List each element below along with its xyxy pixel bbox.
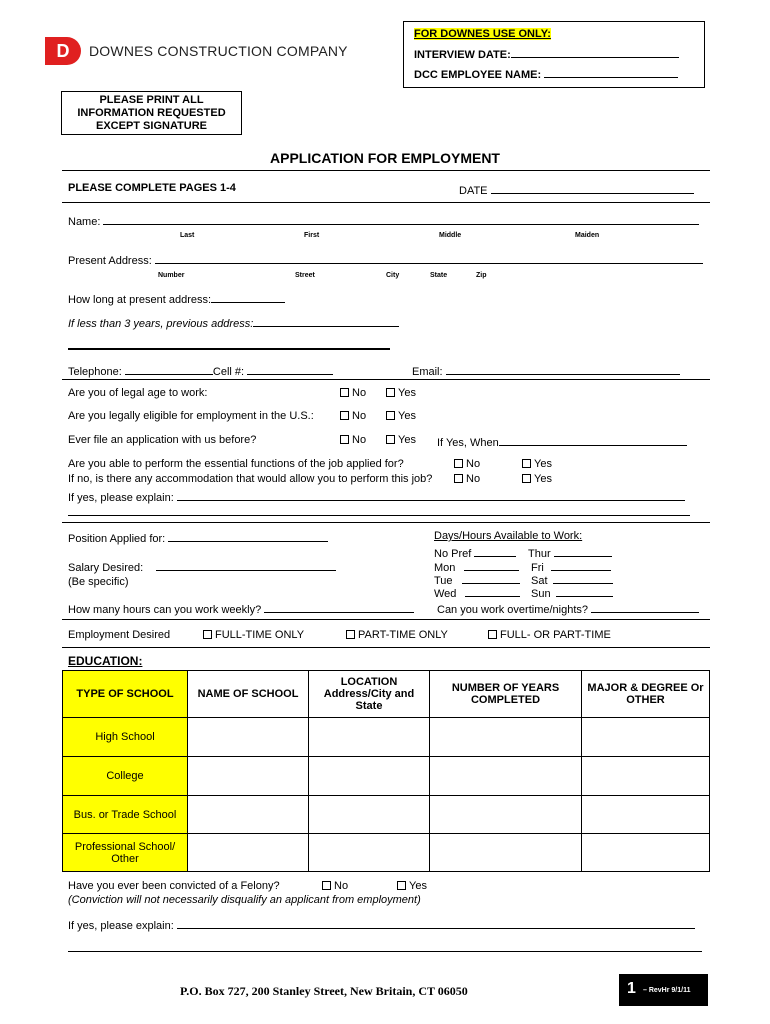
checkbox-icon[interactable] — [346, 630, 355, 639]
checkbox-icon[interactable] — [203, 630, 212, 639]
checkbox-icon[interactable] — [322, 881, 331, 890]
part-time-option[interactable] — [346, 629, 448, 641]
address-field[interactable] — [155, 252, 703, 264]
date-label: DATE — [459, 185, 488, 197]
header-type-of-school: TYPE OF SCHOOL — [63, 671, 188, 718]
checkbox-icon[interactable] — [340, 411, 349, 420]
employee-name-label: DCC EMPLOYEE NAME: — [414, 69, 542, 81]
name-label: Name: — [68, 216, 101, 228]
page-title: APPLICATION FOR EMPLOYMENT — [270, 150, 500, 166]
checkbox-icon[interactable] — [340, 435, 349, 444]
hours-weekly-field[interactable] — [264, 601, 414, 613]
checkbox-icon[interactable] — [386, 435, 395, 444]
how-long-field[interactable] — [211, 291, 285, 303]
how-long-label: How long at present address: — [68, 294, 212, 306]
option-label: Yes — [398, 410, 416, 422]
overtime-label: Can you work overtime/nights? — [437, 604, 589, 616]
fri-field[interactable] — [551, 559, 611, 571]
name-part-first: First — [304, 232, 320, 239]
position-field[interactable] — [168, 530, 328, 542]
table-row — [63, 834, 710, 872]
if-yes-when-label: If Yes, When — [437, 437, 499, 449]
checkbox-icon[interactable] — [340, 388, 349, 397]
name-part-middle: Middle — [439, 232, 462, 239]
checkbox-icon[interactable] — [454, 459, 463, 468]
table-row — [63, 757, 710, 796]
row-label-college: College — [63, 757, 188, 796]
notice-line: PLEASE PRINT ALL — [99, 94, 204, 106]
previous-address-label: If less than 3 years, previous address: — [68, 318, 254, 330]
thur-field[interactable] — [554, 545, 612, 557]
interview-date-field[interactable] — [511, 46, 679, 58]
notice-line: INFORMATION REQUESTED — [77, 107, 226, 119]
essential-question: Are you able to perform the essential functions of the job applied for? — [68, 458, 404, 470]
sat-field[interactable] — [553, 572, 613, 584]
trade-school-years-cell[interactable] — [430, 796, 582, 834]
explain-field[interactable] — [177, 489, 685, 501]
hours-weekly-label: How many hours can you work weekly? — [68, 604, 262, 616]
felony-note: (Conviction will not necessarily disqualify an applicant from employment) — [68, 894, 421, 906]
header-name-of-school: NAME OF SCHOOL — [188, 671, 309, 718]
table-row — [63, 718, 710, 757]
header-location: LOCATION Address/City and State — [309, 671, 430, 718]
address-label: Present Address: — [68, 255, 152, 267]
address-part-zip: Zip — [476, 272, 487, 279]
salary-field[interactable] — [156, 559, 336, 571]
option-label: PART-TIME ONLY — [358, 629, 448, 641]
address-part-street: Street — [295, 272, 315, 279]
interview-date-label: INTERVIEW DATE: — [414, 49, 511, 61]
explain-line-2[interactable] — [68, 515, 690, 516]
high-school-years-cell[interactable] — [430, 718, 582, 757]
table-row — [63, 796, 710, 834]
checkbox-icon[interactable] — [522, 474, 531, 483]
position-label: Position Applied for: — [68, 533, 166, 545]
tue-field[interactable] — [462, 572, 520, 584]
name-part-maiden: Maiden — [575, 232, 600, 239]
day-label-thur: Thur — [528, 548, 551, 560]
professional-major-cell[interactable] — [582, 834, 710, 872]
full-time-option[interactable] — [203, 629, 304, 641]
applied-before-yes[interactable] — [386, 434, 416, 446]
cell-field[interactable] — [247, 363, 333, 375]
day-label-wed: Wed — [434, 588, 457, 600]
days-hours-heading: Days/Hours Available to Work: — [434, 530, 583, 542]
checkbox-icon[interactable] — [386, 388, 395, 397]
email-field[interactable] — [446, 363, 680, 375]
felony-explain-line-2[interactable] — [68, 951, 702, 952]
cell-label: Cell #: — [212, 366, 245, 378]
overtime-field[interactable] — [591, 601, 699, 613]
trade-school-location-cell[interactable] — [309, 796, 430, 834]
day-label-tue: Tue — [434, 575, 453, 587]
revision-note: – RevHr 9/1/11 — [643, 987, 691, 994]
logo-name: DOWNES CONSTRUCTION COMPANY — [89, 43, 348, 59]
telephone-field[interactable] — [125, 363, 213, 375]
row-label-high-school: High School — [63, 718, 188, 757]
accommodation-yes[interactable] — [522, 473, 552, 485]
legal-age-yes[interactable] — [386, 387, 416, 399]
address-part-state: State — [430, 272, 448, 279]
employment-desired-label: Employment Desired — [68, 629, 171, 641]
day-label-sat: Sat — [531, 575, 548, 587]
row-label-professional-school: Professional School/ Other — [63, 834, 188, 872]
checkbox-icon[interactable] — [522, 459, 531, 468]
date-field[interactable] — [491, 182, 694, 194]
high-school-major-cell[interactable] — [582, 718, 710, 757]
checkbox-icon[interactable] — [386, 411, 395, 420]
previous-address-line[interactable] — [68, 348, 390, 350]
option-label: Yes — [398, 434, 416, 446]
option-label: Yes — [534, 458, 552, 470]
page-number-box — [619, 974, 708, 1006]
eligible-no[interactable] — [340, 410, 366, 422]
name-part-last: Last — [180, 232, 195, 239]
legal-age-no[interactable] — [340, 387, 366, 399]
college-location-cell[interactable] — [309, 757, 430, 796]
trade-school-name-cell[interactable] — [188, 796, 309, 834]
day-label-fri: Fri — [531, 562, 544, 574]
row-label-trade-school: Bus. or Trade School — [63, 796, 188, 834]
checkbox-icon[interactable] — [454, 474, 463, 483]
education-heading: EDUCATION: — [68, 654, 143, 668]
felony-explain-field[interactable] — [177, 917, 695, 929]
felony-question: Have you ever been convicted of a Felony? — [68, 880, 280, 892]
logo-mark-icon: D — [45, 37, 81, 65]
high-school-location-cell[interactable] — [309, 718, 430, 757]
option-label: No — [352, 434, 367, 446]
sun-field[interactable] — [556, 585, 613, 597]
education-table — [62, 670, 710, 872]
notice-line: EXCEPT SIGNATURE — [95, 120, 208, 132]
explain-label: If yes, please explain: — [68, 492, 174, 504]
day-label-sun: Sun — [531, 588, 551, 600]
option-label: No — [466, 473, 481, 485]
option-label: Yes — [534, 473, 552, 485]
footer-address: P.O. Box 727, 200 Stanley Street, New Britain, CT 06050 — [180, 984, 468, 998]
eligible-question: Are you legally eligible for employment in the U.S.: — [68, 410, 314, 422]
felony-no[interactable] — [322, 880, 348, 892]
name-field[interactable] — [103, 213, 699, 225]
wed-field[interactable] — [465, 585, 520, 597]
telephone-label: Telephone: — [68, 366, 122, 378]
professional-name-cell[interactable] — [188, 834, 309, 872]
header-major-degree: MAJOR & DEGREE Or OTHER — [582, 671, 710, 718]
employee-name-field[interactable] — [544, 66, 678, 78]
checkbox-icon[interactable] — [488, 630, 497, 639]
professional-years-cell[interactable] — [430, 834, 582, 872]
checkbox-icon[interactable] — [397, 881, 406, 890]
address-part-number: Number — [158, 272, 185, 279]
mon-field[interactable] — [464, 559, 519, 571]
option-label: Yes — [409, 880, 427, 892]
college-name-cell[interactable] — [188, 757, 309, 796]
option-label: No — [334, 880, 349, 892]
trade-school-major-cell[interactable] — [582, 796, 710, 834]
day-label-mon: Mon — [434, 562, 456, 574]
header-years-completed: NUMBER OF YEARS COMPLETED — [430, 671, 582, 718]
accommodation-question: If no, is there any accommodation that would allow you to perform this job? — [68, 473, 433, 485]
option-label: Yes — [398, 387, 416, 399]
accommodation-no[interactable] — [454, 473, 480, 485]
college-years-cell[interactable] — [430, 757, 582, 796]
email-label: Email: — [412, 366, 443, 378]
felony-explain-label: If yes, please explain: — [68, 920, 174, 932]
office-use-title: FOR DOWNES USE ONLY: — [414, 28, 551, 40]
option-label: FULL-TIME ONLY — [215, 629, 305, 641]
college-major-cell[interactable] — [582, 757, 710, 796]
applied-before-question: Ever file an application with us before? — [68, 434, 257, 446]
essential-yes[interactable] — [522, 458, 552, 470]
option-label: No — [352, 387, 367, 399]
professional-location-cell[interactable] — [309, 834, 430, 872]
option-label: No — [466, 458, 481, 470]
applied-before-no[interactable] — [340, 434, 366, 446]
essential-no[interactable] — [454, 458, 480, 470]
option-label: FULL- OR PART-TIME — [500, 629, 611, 641]
felony-yes[interactable] — [397, 880, 427, 892]
legal-age-question: Are you of legal age to work: — [68, 387, 208, 399]
previous-address-field[interactable] — [253, 315, 399, 327]
eligible-yes[interactable] — [386, 410, 416, 422]
option-label: No — [352, 410, 367, 422]
print-notice-box — [61, 91, 242, 135]
address-part-city: City — [386, 272, 400, 279]
if-yes-when-field[interactable] — [499, 434, 687, 446]
no-pref-field[interactable] — [474, 545, 516, 557]
no-pref-label: No Pref — [434, 548, 472, 560]
table-header-row — [63, 671, 710, 718]
salary-label: Salary Desired: — [68, 562, 144, 574]
high-school-name-cell[interactable] — [188, 718, 309, 757]
be-specific-note: (Be specific) — [68, 576, 129, 588]
complete-pages-note: PLEASE COMPLETE PAGES 1-4 — [68, 182, 236, 194]
page-number: 1 — [627, 980, 636, 997]
full-or-part-option[interactable] — [488, 629, 611, 641]
